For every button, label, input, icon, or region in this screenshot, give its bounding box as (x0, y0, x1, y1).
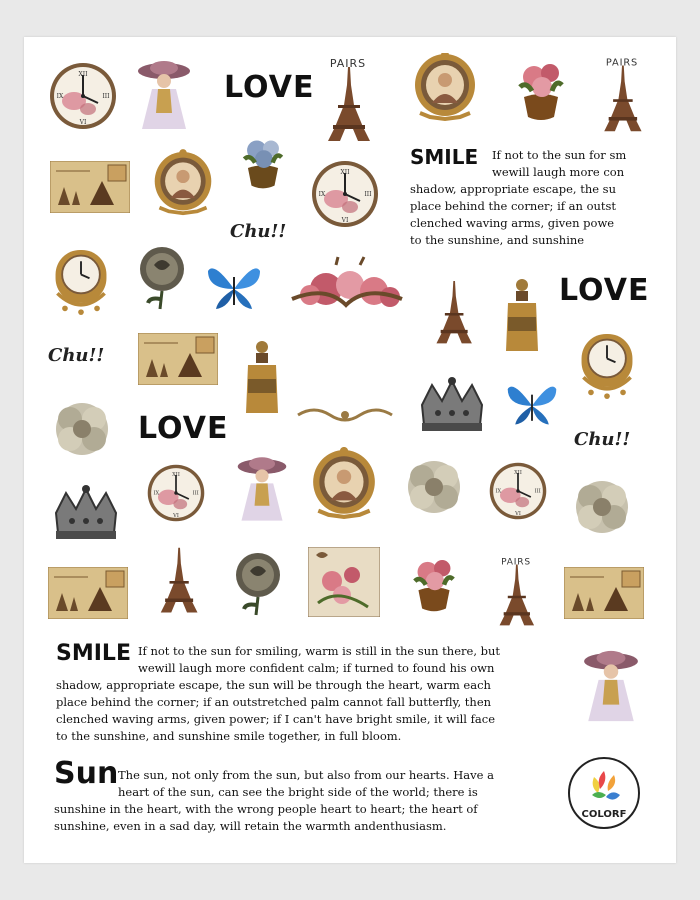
rose-vase-sticker (402, 545, 466, 619)
flower-sticker (404, 457, 464, 517)
flower-sticker (52, 399, 112, 459)
sun-heading: Sun (54, 756, 119, 791)
crown-sticker (416, 377, 488, 433)
eiffel-pairs-sticker (590, 53, 654, 133)
smile-large-line: wewill laugh more confident calm; if turned to found his own (138, 661, 495, 675)
smile-small-line: place behind the corner; if an outst (410, 199, 617, 213)
smile-small-line: If not to the sun for sm (492, 148, 627, 162)
ornament-sticker (294, 403, 396, 427)
postcard-sticker (50, 161, 130, 213)
pairs-label: PAIRS (329, 57, 367, 70)
love-text-sticker: LOVE (224, 70, 315, 105)
lady-hat-sticker (580, 643, 642, 727)
portrait-frame-sticker (150, 149, 216, 219)
blue-flower-vase-sticker (232, 123, 294, 197)
lady-hat-sticker (234, 451, 290, 525)
clock-frame-sticker (48, 243, 114, 321)
lady-hat-sticker (134, 57, 194, 131)
rose-sticker (132, 243, 192, 313)
clock-sticker (48, 61, 118, 131)
smile-large-line: shadow, appropriate escape, the sun will be through the heart, warm each (56, 678, 491, 692)
smile-small-line: wewill laugh more con (492, 165, 625, 179)
smile-small-heading: SMILE (410, 147, 479, 169)
colorf-logo (566, 755, 642, 831)
perfume-bottle-sticker (502, 277, 542, 355)
smile-small-line: clenched waving arms, given powe (410, 216, 615, 230)
sun-line: The sun, not only from the sun, but also from our hearts. Have a (118, 768, 494, 782)
portrait-frame-sticker (410, 53, 480, 123)
smile-large-heading: SMILE (56, 641, 131, 666)
love-text-sticker: LOVE (138, 411, 229, 446)
bouquet-sticker (286, 255, 408, 325)
eiffel-tower-sticker (428, 273, 482, 353)
love-text-sticker: LOVE (559, 273, 650, 308)
chu-text-sticker: Chu!! (574, 429, 631, 450)
pairs-label: PAIRS (501, 557, 531, 568)
clock-sticker (488, 461, 548, 521)
clock-sticker (310, 159, 380, 229)
portrait-frame-sticker (308, 447, 380, 523)
eiffel-tower-sticker (152, 541, 208, 621)
eiffel-pairs-sticker (484, 553, 548, 627)
eiffel-pairs-sticker (316, 53, 380, 143)
postcard-sticker (564, 567, 644, 619)
chu-text-sticker: Chu!! (230, 221, 287, 242)
brand-label: COLORF (581, 809, 627, 820)
smile-large-line: If not to the sun for smiling, warm is still in the sun there, but (138, 644, 501, 658)
perfume-bottle-sticker (242, 339, 282, 417)
sun-text-block (54, 756, 574, 835)
smile-large-line: place behind the corner; if an outstretched palm cannot fall butterfly, then (56, 695, 492, 709)
sun-line: sunshine in the heart, with the wrong people heart to heart; the heart of (54, 802, 478, 816)
smile-large-line: clenched waving arms, given power; if I can't have bright smile, it will face (56, 712, 495, 726)
smile-small-line: to the sunshine, and sunshine (410, 233, 585, 247)
floral-card-sticker (308, 547, 380, 617)
chu-text-sticker: Chu!! (48, 345, 105, 366)
clock-frame-sticker (574, 327, 640, 405)
smile-small-line: shadow, appropriate escape, the su (410, 182, 616, 196)
crown-sticker (50, 485, 122, 541)
rose-sticker (228, 549, 288, 619)
smile-large-text-block (56, 643, 576, 745)
pairs-label: PAIRS (605, 57, 639, 69)
sun-line: heart of the sun, can see the bright side of the world; there is (118, 785, 478, 799)
flower-sticker (572, 477, 632, 537)
rose-vase-sticker (506, 51, 576, 125)
sticker-sheet (24, 37, 676, 863)
clock-sticker (146, 463, 206, 523)
sun-line: sunshine, even in a sad day, will retain the warmth andenthusiasm. (54, 819, 447, 833)
smile-large-line: to the sunshine, and sunshine smile together, in full bloom. (56, 729, 402, 743)
butterfly-sticker (204, 259, 264, 315)
smile-small-text-block (410, 147, 640, 249)
postcard-sticker (48, 567, 128, 619)
postcard-sticker (138, 333, 218, 385)
butterfly-sticker (504, 377, 560, 431)
